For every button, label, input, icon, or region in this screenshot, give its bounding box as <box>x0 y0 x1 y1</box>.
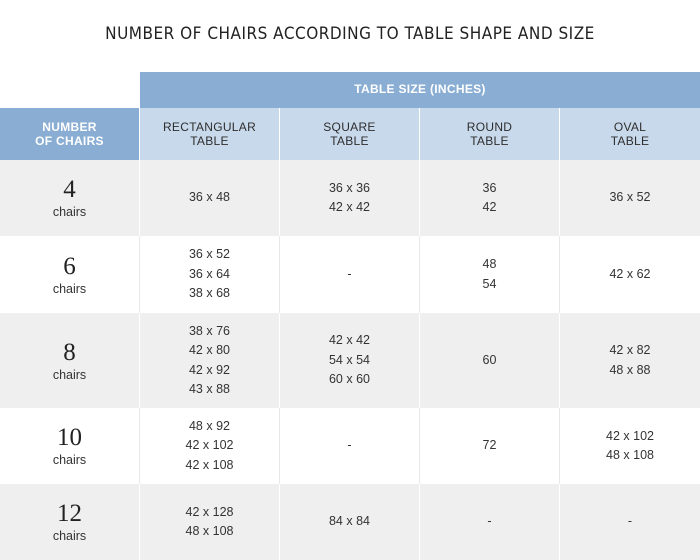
round-cell <box>420 484 560 560</box>
rectangular-cell <box>140 484 280 560</box>
number-of-chairs-header <box>0 108 140 160</box>
size-value: 42 x 80 <box>188 343 230 357</box>
size-value: 48 x 92 <box>188 418 230 433</box>
square-cell <box>280 484 420 560</box>
size-value: 36 x 48 <box>188 190 230 205</box>
header-line: TABLE <box>470 134 509 148</box>
size-value: 42 x 42 <box>328 200 370 214</box>
size-value: 42 x 102 <box>606 428 654 443</box>
header-line: ROUND <box>466 120 513 134</box>
size-value: 42 <box>482 200 497 214</box>
oval-table-header <box>560 108 700 160</box>
oval-cell <box>560 408 700 484</box>
column-header-row <box>0 108 700 160</box>
rectangular-cell <box>140 408 280 484</box>
size-value: 84 x 84 <box>328 514 370 529</box>
blank-corner <box>0 72 140 108</box>
round-cell <box>420 236 560 313</box>
size-value: 42 x 102 <box>185 438 234 453</box>
chairs-count-cell <box>0 160 140 236</box>
table-row <box>0 408 700 484</box>
chairs-count: 6 <box>63 252 76 280</box>
size-value: 43 x 88 <box>188 382 230 396</box>
size-value: 42 x 108 <box>185 457 234 472</box>
chairs-count-cell <box>0 484 140 560</box>
size-value: 36 <box>482 180 497 195</box>
header-line: TABLE <box>610 134 650 148</box>
square-cell <box>280 313 420 408</box>
rectangular-table-header <box>140 108 280 160</box>
size-value: 48 x 88 <box>609 362 651 377</box>
chairs-count: 10 <box>57 424 82 451</box>
page-title: NUMBER OF CHAIRS ACCORDING TO TABLE SHAPE AND SIZE <box>105 24 595 44</box>
size-value: 48 x 108 <box>185 524 234 538</box>
chairs-count-cell <box>0 408 140 484</box>
size-value: 54 <box>482 276 497 291</box>
table-row <box>0 160 700 236</box>
size-value: 38 x 76 <box>188 323 230 338</box>
size-value: 48 <box>482 257 497 271</box>
size-value: 54 x 54 <box>328 352 370 367</box>
header-line: TABLE <box>190 134 229 148</box>
size-value: 42 x 128 <box>185 504 234 519</box>
chairs-count-cell <box>0 236 140 313</box>
chairs-count: 12 <box>57 500 82 527</box>
oval-cell <box>560 160 700 236</box>
rectangular-cell <box>140 160 280 236</box>
header-line: OF CHAIRS <box>35 134 104 148</box>
table-row <box>0 484 700 560</box>
oval-cell <box>560 236 700 313</box>
size-value: 36 x 52 <box>188 247 230 262</box>
square-cell <box>280 160 420 236</box>
size-value: - <box>347 266 352 281</box>
chairs-unit: chairs <box>52 281 87 296</box>
square-table-header <box>280 108 420 160</box>
chairs-unit: chairs <box>52 205 87 219</box>
size-value: 42 x 42 <box>328 333 370 348</box>
size-value: 60 x 60 <box>328 372 370 387</box>
chairs-table <box>0 72 700 560</box>
round-cell <box>420 408 560 484</box>
size-value: - <box>347 438 352 453</box>
size-value: - <box>487 514 492 529</box>
size-value: 72 <box>482 438 497 453</box>
size-header-row <box>0 72 700 108</box>
table-size-header: TABLE SIZE (INCHES) <box>140 72 700 108</box>
size-value: 48 x 108 <box>606 448 654 462</box>
rectangular-cell <box>140 313 280 408</box>
header-line: RECTANGULAR <box>162 120 257 134</box>
size-value: 60 <box>482 352 497 367</box>
table-row <box>0 236 700 313</box>
header-line: SQUARE <box>323 120 376 134</box>
header-line: NUMBER <box>42 120 97 134</box>
size-value: 42 x 62 <box>609 266 651 281</box>
rectangular-cell <box>140 236 280 313</box>
round-table-header <box>420 108 560 160</box>
size-value: 36 x 52 <box>609 190 651 205</box>
oval-cell <box>560 313 700 408</box>
size-value: 38 x 68 <box>188 286 230 301</box>
header-line: OVAL <box>613 120 647 134</box>
chairs-count-cell <box>0 313 140 408</box>
size-value: - <box>627 514 633 529</box>
chairs-unit: chairs <box>52 453 87 467</box>
chairs-unit: chairs <box>52 529 87 543</box>
chairs-count: 8 <box>63 338 76 366</box>
square-cell <box>280 236 420 313</box>
size-value: 36 x 36 <box>328 180 370 195</box>
round-cell <box>420 160 560 236</box>
square-cell <box>280 408 420 484</box>
table-body <box>0 160 700 560</box>
chairs-unit: chairs <box>52 367 87 382</box>
size-value: 36 x 64 <box>188 266 230 281</box>
oval-cell <box>560 484 700 560</box>
header-line: TABLE <box>330 134 369 148</box>
size-value: 42 x 92 <box>188 362 230 377</box>
table-row <box>0 313 700 408</box>
chairs-count: 4 <box>63 176 76 203</box>
size-value: 42 x 82 <box>609 343 651 357</box>
round-cell <box>420 313 560 408</box>
